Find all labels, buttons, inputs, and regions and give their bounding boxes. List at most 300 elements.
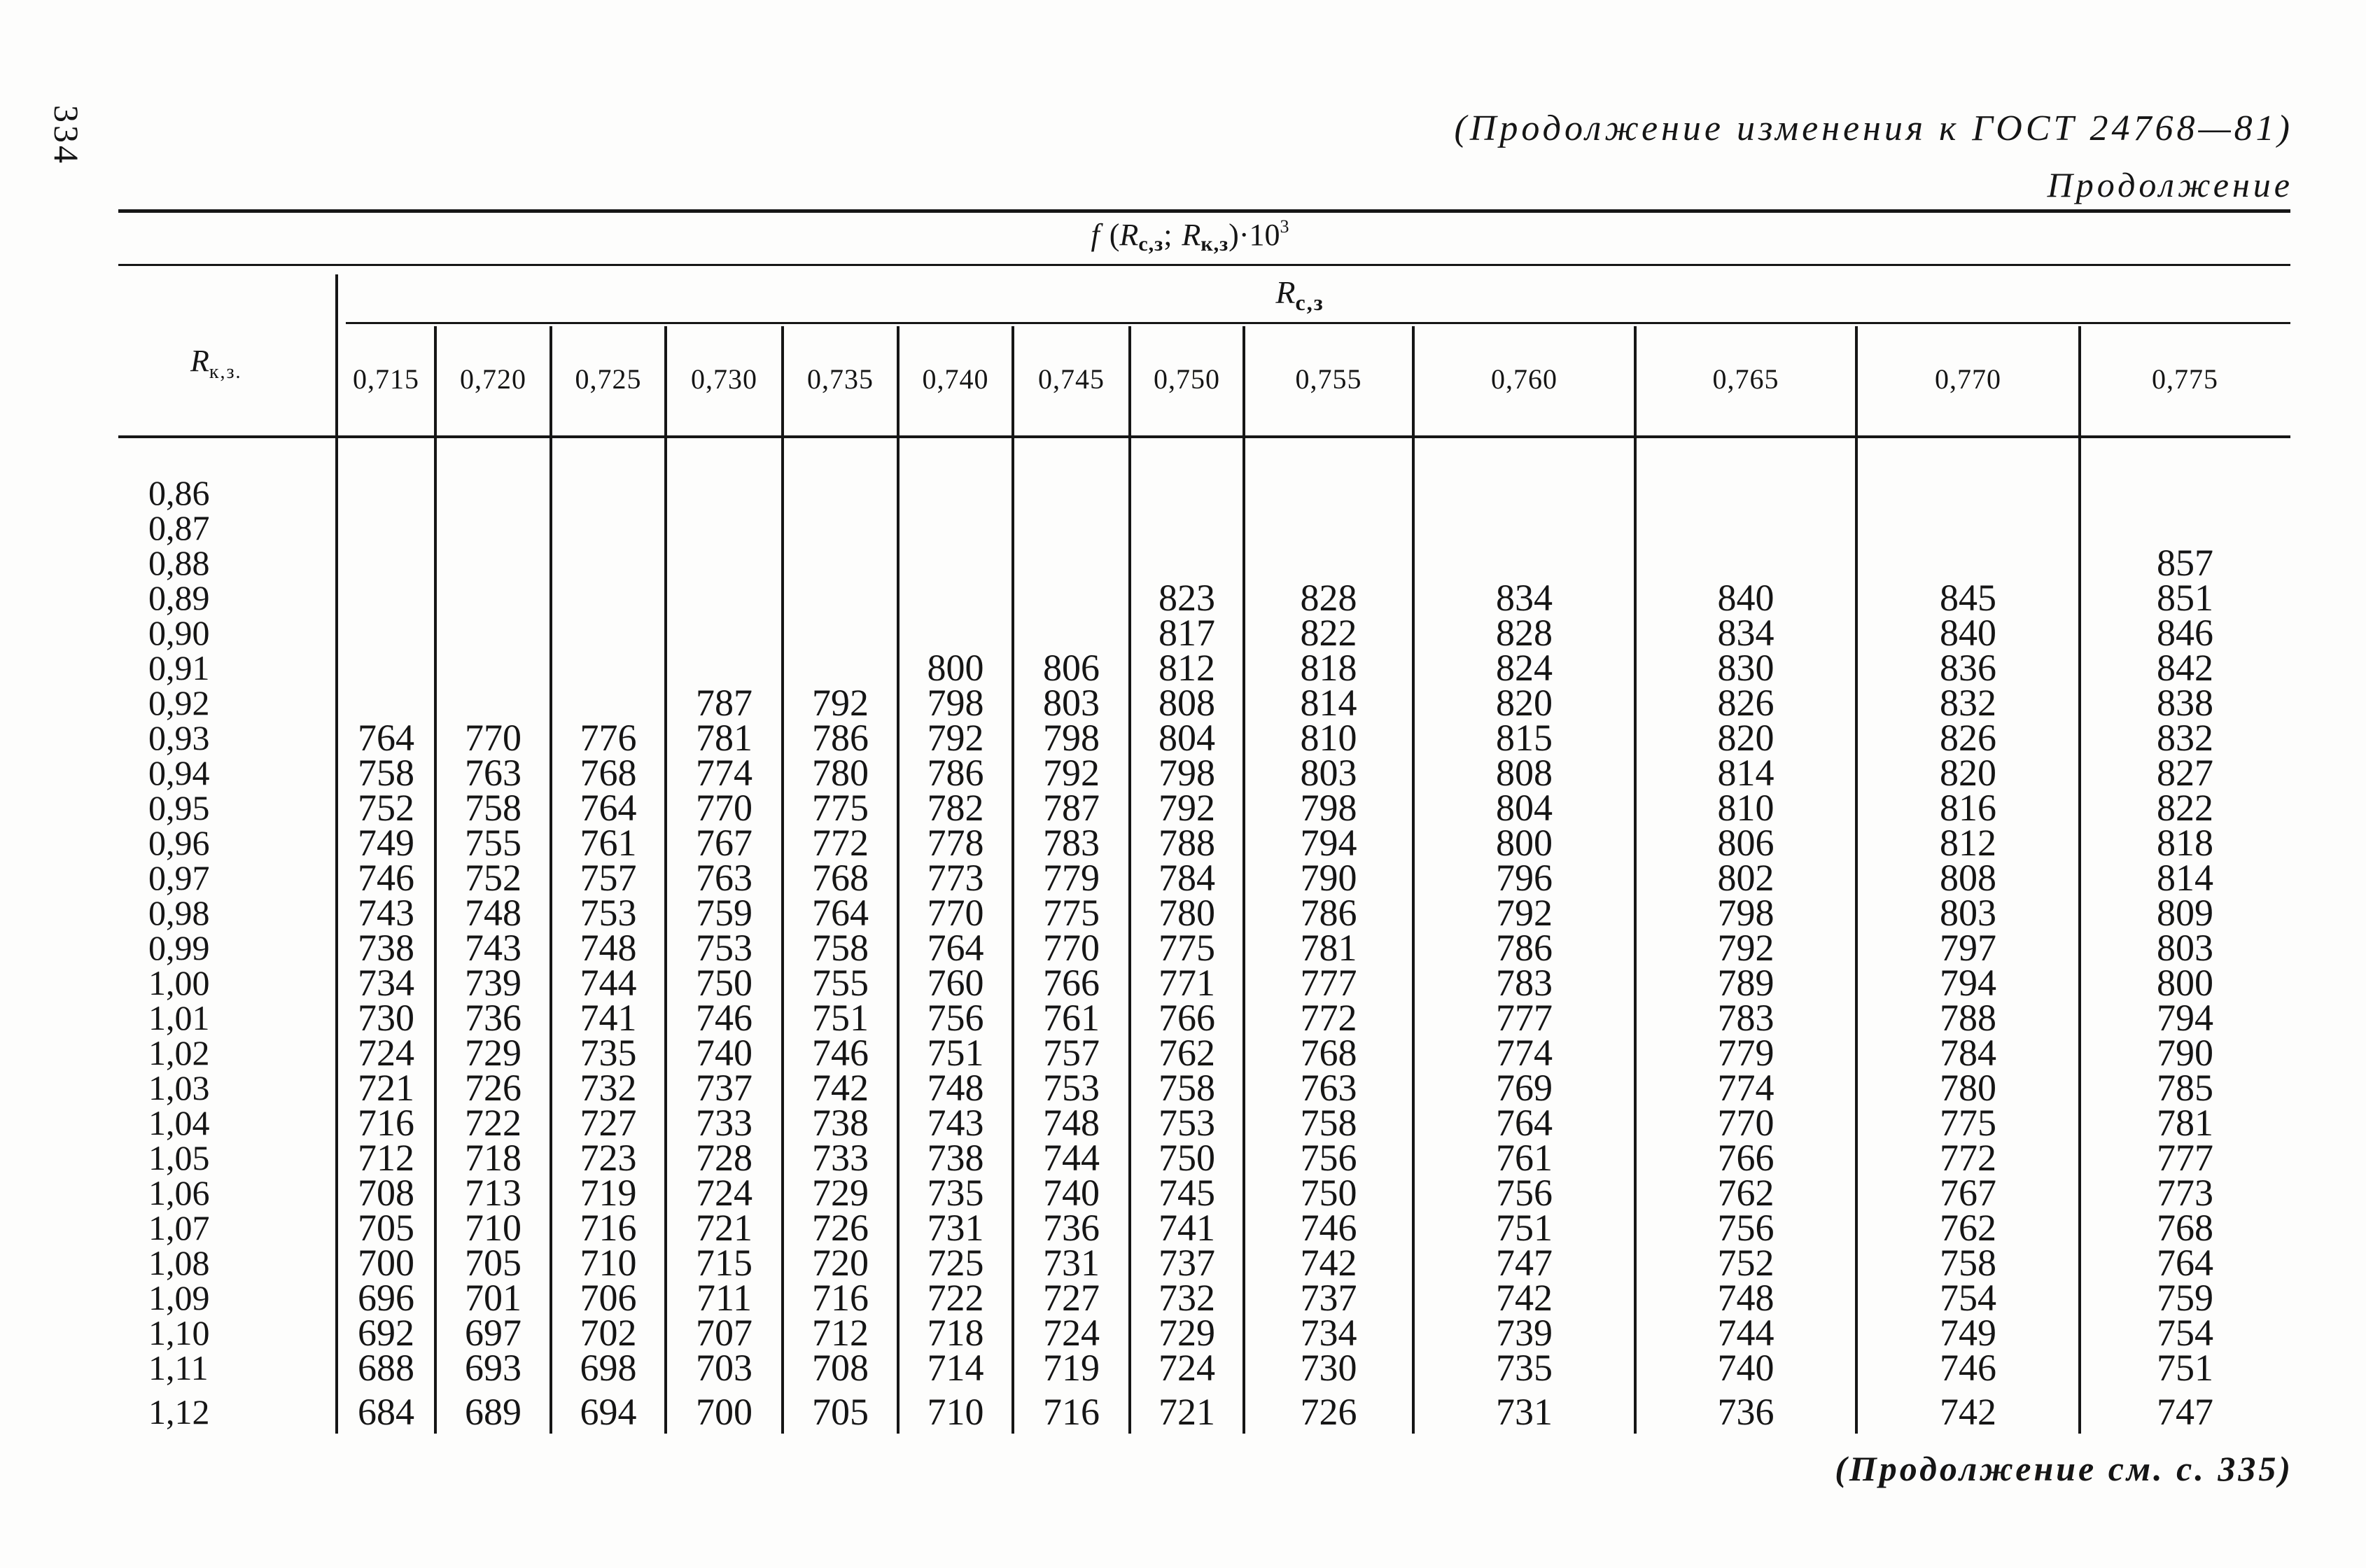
table-cell: 716 (1043, 1391, 1100, 1433)
table-cell: 770 (927, 892, 984, 934)
table-cell: 751 (2157, 1347, 2213, 1389)
row-label: 0,96 (148, 823, 210, 862)
table-cell: 804 (1158, 717, 1215, 759)
table-cell: 726 (465, 1067, 522, 1109)
table-cell: 770 (465, 717, 522, 759)
table-cell: 804 (1496, 787, 1553, 829)
table-cell: 727 (580, 1102, 637, 1144)
row-label: 1,11 (148, 1348, 209, 1387)
table-cell: 706 (580, 1277, 637, 1319)
table-cell: 766 (1043, 962, 1100, 1004)
table-cell: 694 (580, 1391, 637, 1433)
table-cell: 788 (1158, 822, 1215, 864)
row-label: 1,04 (148, 1103, 210, 1142)
table-cell: 820 (1940, 752, 1996, 794)
table-cell: 790 (1300, 857, 1357, 899)
table-cell: 743 (927, 1102, 984, 1144)
table-cell: 743 (465, 927, 522, 969)
table-cell: 834 (1717, 612, 1774, 654)
table-cell: 792 (1717, 927, 1774, 969)
table-cell: 752 (465, 857, 522, 899)
row-label: 0,86 (148, 473, 210, 512)
table-cell: 684 (358, 1391, 414, 1433)
table-cell: 731 (1043, 1242, 1100, 1284)
table-cell: 716 (580, 1207, 637, 1249)
table-cell: 735 (1496, 1347, 1553, 1389)
table-cell: 693 (465, 1347, 522, 1389)
table-cell: 779 (1043, 857, 1100, 899)
table-cell: 742 (812, 1067, 869, 1109)
row-label: 0,99 (148, 928, 210, 967)
table-cell: 696 (358, 1277, 414, 1319)
table-cell: 756 (1496, 1172, 1553, 1214)
table-cell: 808 (1158, 682, 1215, 724)
table-cell: 786 (1300, 892, 1357, 934)
table-cell: 792 (812, 682, 869, 724)
table-cell: 786 (927, 752, 984, 794)
column-group-subscript: с,з (1295, 290, 1324, 315)
column-group-rule (346, 322, 2290, 324)
table-cell: 783 (1043, 822, 1100, 864)
table-cell: 703 (696, 1347, 752, 1389)
table-cell: 754 (2157, 1312, 2213, 1354)
column-header: 0,750 (1154, 363, 1220, 395)
table-cell: 779 (1717, 1032, 1774, 1074)
table-cell: 806 (1043, 647, 1100, 689)
table-cell: 764 (927, 927, 984, 969)
table-cell: 755 (465, 822, 522, 864)
table-cell: 762 (1717, 1172, 1774, 1214)
table-cell: 792 (927, 717, 984, 759)
table-cell: 761 (1496, 1137, 1553, 1179)
table-cell: 744 (1043, 1137, 1100, 1179)
table-cell: 719 (1043, 1347, 1100, 1389)
formula-variable-1-subscript: с,з (1138, 232, 1164, 255)
table-cell: 688 (358, 1347, 414, 1389)
table-cell: 781 (696, 717, 752, 759)
table-cell: 828 (1496, 612, 1553, 654)
table-cell: 803 (1940, 892, 1996, 934)
row-header-subscript: к,з. (209, 361, 242, 383)
table-cell: 710 (580, 1242, 637, 1284)
table-cell: 715 (696, 1242, 752, 1284)
table-cell: 758 (1300, 1102, 1357, 1144)
table-cell: 763 (1300, 1067, 1357, 1109)
table-cell: 788 (1940, 997, 1996, 1039)
table-cell: 712 (358, 1137, 414, 1179)
table-cell: 794 (1940, 962, 1996, 1004)
table-cell: 692 (358, 1312, 414, 1354)
table-cell: 797 (1940, 927, 1996, 969)
table-cell: 794 (2157, 997, 2213, 1039)
table-cell: 781 (2157, 1102, 2213, 1144)
table-cell: 816 (1940, 787, 1996, 829)
function-label (1091, 214, 1289, 256)
table-cell: 775 (1158, 927, 1215, 969)
continuation-footer: (Продолжение см. с. 335) (1835, 1449, 2293, 1488)
table-cell: 762 (1158, 1032, 1215, 1074)
column-group-symbol: R (1275, 274, 1296, 310)
table-cell: 748 (1717, 1277, 1774, 1319)
table-cell: 737 (1158, 1242, 1215, 1284)
table-cell: 730 (1300, 1347, 1357, 1389)
table-cell: 800 (2157, 962, 2213, 1004)
table-cell: 721 (358, 1067, 414, 1109)
table-cell: 720 (812, 1242, 869, 1284)
table-cell: 707 (696, 1312, 752, 1354)
table-cell: 742 (1940, 1391, 1996, 1433)
table-cell: 826 (1717, 682, 1774, 724)
table-cell: 772 (1940, 1137, 1996, 1179)
table-cell: 761 (1043, 997, 1100, 1039)
table-cell: 752 (1717, 1242, 1774, 1284)
row-label: 1,10 (148, 1313, 210, 1352)
table-cell: 740 (1043, 1172, 1100, 1214)
row-label: 1,08 (148, 1243, 210, 1282)
table-cell: 786 (812, 717, 869, 759)
table-cell: 751 (812, 997, 869, 1039)
table-cell: 748 (1043, 1102, 1100, 1144)
table-cell: 857 (2157, 542, 2213, 584)
column-header: 0,730 (691, 363, 757, 395)
table-cell: 784 (1940, 1032, 1996, 1074)
table-cell: 836 (1940, 647, 1996, 689)
table-cell: 724 (1158, 1347, 1215, 1389)
table-cell: 832 (1940, 682, 1996, 724)
table-cell: 729 (465, 1032, 522, 1074)
table-cell: 751 (927, 1032, 984, 1074)
table-cell: 757 (1043, 1032, 1100, 1074)
table-cell: 770 (696, 787, 752, 829)
table-cell: 744 (580, 962, 637, 1004)
table-cell: 701 (465, 1277, 522, 1319)
table-cell: 744 (1717, 1312, 1774, 1354)
column-header: 0,755 (1295, 363, 1362, 395)
table-cell: 764 (812, 892, 869, 934)
row-header (190, 342, 242, 381)
column-header: 0,760 (1491, 363, 1558, 395)
table-cell: 766 (1158, 997, 1215, 1039)
table-cell: 775 (812, 787, 869, 829)
table-cell: 705 (358, 1207, 414, 1249)
table-cell: 775 (1940, 1102, 1996, 1144)
function-symbol: f (1091, 218, 1100, 252)
table-cell: 689 (465, 1391, 522, 1433)
table-cell: 834 (1496, 577, 1553, 619)
table-cell: 755 (812, 962, 869, 1004)
table-cell: 733 (812, 1137, 869, 1179)
table-cell: 729 (1158, 1312, 1215, 1354)
row-label: 1,02 (148, 1033, 210, 1072)
table-cell: 708 (812, 1347, 869, 1389)
table-cell: 738 (812, 1102, 869, 1144)
table-cell: 786 (1496, 927, 1553, 969)
table-cell: 767 (1940, 1172, 1996, 1214)
table-cell: 767 (696, 822, 752, 864)
table-cell: 770 (1043, 927, 1100, 969)
table-cell: 768 (1300, 1032, 1357, 1074)
table-cell: 826 (1940, 717, 1996, 759)
table-cell: 731 (1496, 1391, 1553, 1433)
table-cell: 772 (812, 822, 869, 864)
formula-exponent: 3 (1280, 216, 1289, 237)
table-cell: 726 (812, 1207, 869, 1249)
table-cell: 733 (696, 1102, 752, 1144)
table-cell: 748 (927, 1067, 984, 1109)
table-cell: 758 (465, 787, 522, 829)
table-cell: 747 (2157, 1391, 2213, 1433)
table-cell: 817 (1158, 612, 1215, 654)
table-cell: 735 (580, 1032, 637, 1074)
table-cell: 710 (927, 1391, 984, 1433)
table-cell: 773 (2157, 1172, 2213, 1214)
table-cell: 756 (927, 997, 984, 1039)
row-label: 1,00 (148, 963, 210, 1002)
table-cell: 724 (696, 1172, 752, 1214)
table-cell: 719 (580, 1172, 637, 1214)
table-cell: 764 (2157, 1242, 2213, 1284)
table-cell: 746 (1300, 1207, 1357, 1249)
table-cell: 722 (927, 1277, 984, 1319)
table-cell: 758 (358, 752, 414, 794)
table-cell: 798 (927, 682, 984, 724)
table-cell: 748 (465, 892, 522, 934)
table-cell: 753 (580, 892, 637, 934)
table-cell: 802 (1717, 857, 1774, 899)
table-cell: 822 (2157, 787, 2213, 829)
table-cell: 736 (465, 997, 522, 1039)
table-cell: 724 (1043, 1312, 1100, 1354)
table-cell: 780 (1158, 892, 1215, 934)
table-cell: 775 (1043, 892, 1100, 934)
table-cell: 796 (1496, 857, 1553, 899)
running-header: (Продолжение изменения к ГОСТ 24768—81) (1454, 108, 2293, 148)
table-cell: 780 (1940, 1067, 1996, 1109)
table-cell: 721 (1158, 1391, 1215, 1433)
table-cell: 749 (1940, 1312, 1996, 1354)
table-cell: 711 (696, 1277, 752, 1319)
table-cell: 750 (696, 962, 752, 1004)
column-header: 0,775 (2152, 363, 2218, 395)
table-cell: 705 (465, 1242, 522, 1284)
open-paren: ( (1109, 218, 1120, 252)
row-label: 0,89 (148, 578, 210, 617)
table-cell: 749 (358, 822, 414, 864)
continuation-label: Продолжение (2047, 165, 2293, 204)
table-cell: 740 (1717, 1347, 1774, 1389)
table-cell: 746 (696, 997, 752, 1039)
table-cell: 736 (1043, 1207, 1100, 1249)
column-header: 0,735 (807, 363, 874, 395)
table-cell: 746 (358, 857, 414, 899)
table-cell: 800 (927, 647, 984, 689)
table-cell: 784 (1158, 857, 1215, 899)
table-cell: 768 (812, 857, 869, 899)
table-cell: 777 (1496, 997, 1553, 1039)
table-cell: 716 (812, 1277, 869, 1319)
table-cell: 714 (927, 1347, 984, 1389)
table-cell: 742 (1300, 1242, 1357, 1284)
table-cell: 698 (580, 1347, 637, 1389)
table-cell: 753 (1158, 1102, 1215, 1144)
column-header: 0,745 (1038, 363, 1105, 395)
table-cell: 846 (2157, 612, 2213, 654)
table-cell: 730 (358, 997, 414, 1039)
table-cell: 822 (1300, 612, 1357, 654)
table-cell: 766 (1717, 1137, 1774, 1179)
table-cell: 723 (580, 1137, 637, 1179)
table-cell: 745 (1158, 1172, 1215, 1214)
table-cell: 759 (696, 892, 752, 934)
row-label: 1,09 (148, 1278, 210, 1317)
table-cell: 840 (1717, 577, 1774, 619)
row-header-symbol: R (190, 344, 209, 378)
table-cell: 748 (580, 927, 637, 969)
table-cell: 777 (2157, 1137, 2213, 1179)
table-cell: 761 (580, 822, 637, 864)
table-cell: 731 (927, 1207, 984, 1249)
table-cell: 832 (2157, 717, 2213, 759)
table-cell: 781 (1300, 927, 1357, 969)
table-cell: 734 (358, 962, 414, 1004)
table-cell: 736 (1717, 1391, 1774, 1433)
table-cell: 750 (1300, 1172, 1357, 1214)
table-cell: 725 (927, 1242, 984, 1284)
table-header-bottom-rule (118, 435, 2290, 438)
table-cell: 820 (1496, 682, 1553, 724)
table-cell: 724 (358, 1032, 414, 1074)
table-cell: 747 (1496, 1242, 1553, 1284)
table-cell: 757 (580, 857, 637, 899)
table-cell: 713 (465, 1172, 522, 1214)
table-cell: 762 (1940, 1207, 1996, 1249)
table-cell: 787 (1043, 787, 1100, 829)
table-cell: 810 (1717, 787, 1774, 829)
table-cell: 764 (1496, 1102, 1553, 1144)
table-cell: 758 (812, 927, 869, 969)
table-cell: 741 (1158, 1207, 1215, 1249)
row-label: 1,01 (148, 998, 210, 1037)
row-label: 0,97 (148, 858, 210, 897)
formula-separator: ; (1163, 218, 1172, 252)
table-cell: 746 (812, 1032, 869, 1074)
table-cell: 780 (812, 752, 869, 794)
table-cell: 824 (1496, 647, 1553, 689)
row-label: 0,98 (148, 893, 210, 932)
table-cell: 753 (1043, 1067, 1100, 1109)
table-cell: 792 (1158, 787, 1215, 829)
table-cell: 828 (1300, 577, 1357, 619)
table-cell: 798 (1158, 752, 1215, 794)
table-formula-rule (118, 264, 2290, 266)
table-cell: 710 (465, 1207, 522, 1249)
column-header: 0,765 (1712, 363, 1779, 395)
table-cell: 774 (696, 752, 752, 794)
table-cell: 740 (696, 1032, 752, 1074)
table-cell: 778 (927, 822, 984, 864)
table-cell: 790 (2157, 1032, 2213, 1074)
table-cell: 763 (465, 752, 522, 794)
table-cell: 737 (696, 1067, 752, 1109)
table-cell: 697 (465, 1312, 522, 1354)
table-cell: 815 (1496, 717, 1553, 759)
table-cell: 729 (812, 1172, 869, 1214)
table-cell: 798 (1043, 717, 1100, 759)
table-cell: 716 (358, 1102, 414, 1144)
table-cell: 756 (1300, 1137, 1357, 1179)
formula-variable-2: R (1182, 218, 1201, 252)
table-cell: 818 (1300, 647, 1357, 689)
column-header: 0,715 (353, 363, 419, 395)
table-cell: 806 (1717, 822, 1774, 864)
table-cell: 783 (1717, 997, 1774, 1039)
table-cell: 803 (2157, 927, 2213, 969)
row-label: 0,93 (148, 718, 210, 757)
table-cell: 702 (580, 1312, 637, 1354)
table-cell: 758 (1940, 1242, 1996, 1284)
row-label: 0,88 (148, 543, 210, 582)
row-label: 0,87 (148, 508, 210, 547)
table-cell: 840 (1940, 612, 1996, 654)
row-label: 1,05 (148, 1138, 210, 1177)
table-top-rule (118, 209, 2290, 213)
table-cell: 794 (1300, 822, 1357, 864)
table-cell: 718 (465, 1137, 522, 1179)
table-cell: 777 (1300, 962, 1357, 1004)
table-cell: 818 (2157, 822, 2213, 864)
table-cell: 845 (1940, 577, 1996, 619)
table-cell: 812 (1158, 647, 1215, 689)
table-cell: 734 (1300, 1312, 1357, 1354)
table-cell: 728 (696, 1137, 752, 1179)
table-cell: 785 (2157, 1067, 2213, 1109)
table-cell: 752 (358, 787, 414, 829)
table-cell: 705 (812, 1391, 869, 1433)
table-cell: 827 (2157, 752, 2213, 794)
table-cell: 741 (580, 997, 637, 1039)
row-label: 1,12 (148, 1392, 210, 1432)
table-cell: 830 (1717, 647, 1774, 689)
table-cell: 764 (358, 717, 414, 759)
table-cell: 814 (2157, 857, 2213, 899)
table-cell: 803 (1300, 752, 1357, 794)
table-cell: 787 (696, 682, 752, 724)
table-cell: 771 (1158, 962, 1215, 1004)
table-cell: 732 (580, 1067, 637, 1109)
row-label: 1,07 (148, 1208, 210, 1247)
table-cell: 792 (1043, 752, 1100, 794)
table-cell: 823 (1158, 577, 1215, 619)
table-cell: 773 (927, 857, 984, 899)
row-label: 0,91 (148, 648, 210, 687)
table-cell: 774 (1717, 1067, 1774, 1109)
formula-variable-2-subscript: к,з (1200, 232, 1229, 255)
table-cell: 814 (1300, 682, 1357, 724)
table-cell: 768 (580, 752, 637, 794)
table-cell: 758 (1158, 1067, 1215, 1109)
formula-factor: ·10 (1238, 218, 1280, 252)
column-group-header (1275, 273, 1324, 315)
table-cell: 712 (812, 1312, 869, 1354)
table-cell: 789 (1717, 962, 1774, 1004)
table-cell: 739 (1496, 1312, 1553, 1354)
table-cell: 760 (927, 962, 984, 1004)
table-cell: 820 (1717, 717, 1774, 759)
table-cell: 814 (1717, 752, 1774, 794)
table-cell: 708 (358, 1172, 414, 1214)
table-cell: 764 (580, 787, 637, 829)
table-cell: 812 (1940, 822, 1996, 864)
